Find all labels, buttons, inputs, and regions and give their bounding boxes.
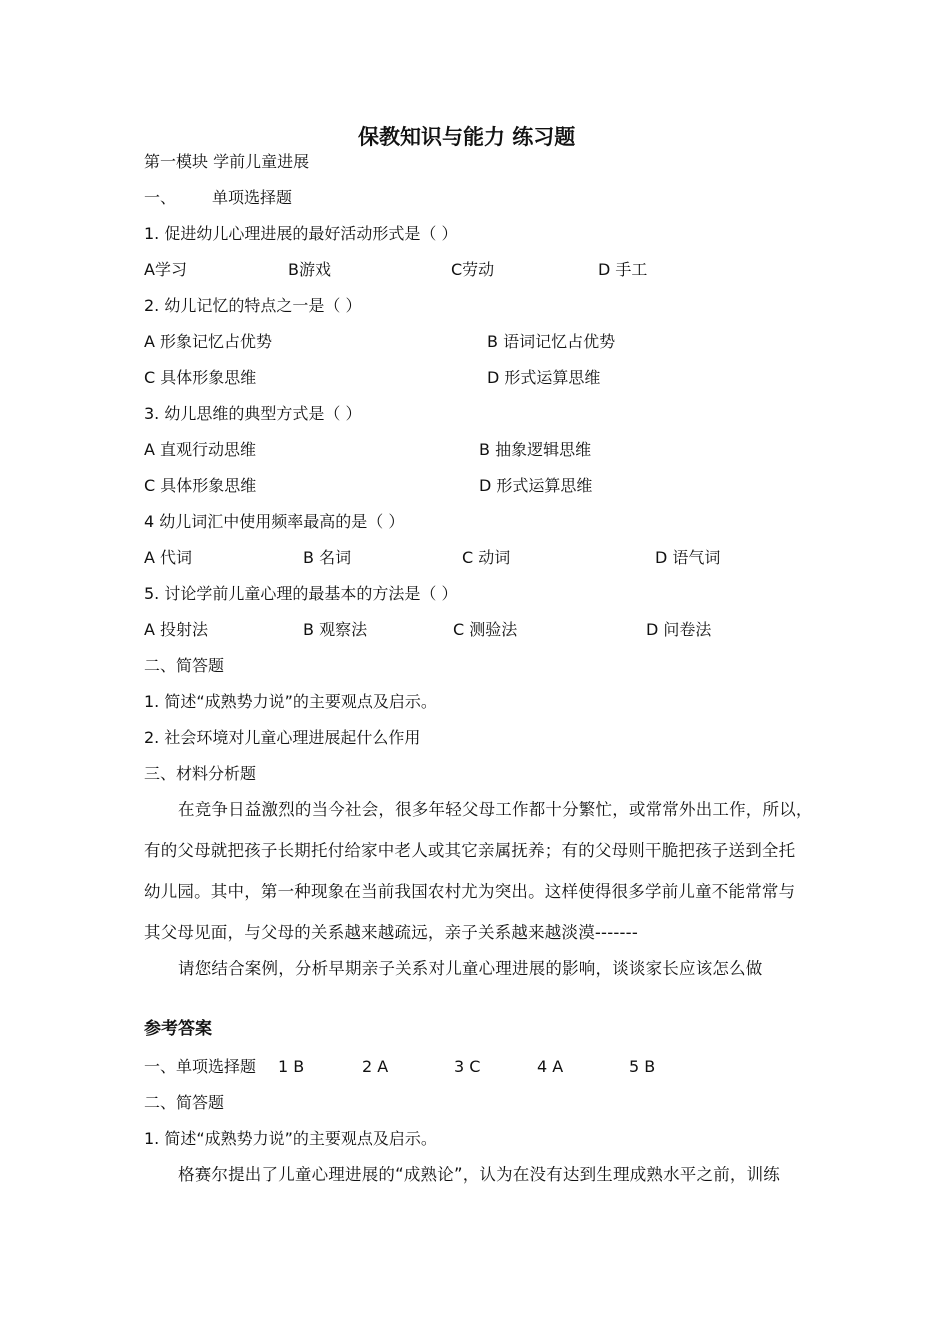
- question-2-option-d: D 形式运算思维: [487, 368, 601, 387]
- question-4-stem: 4 幼儿词汇中使用频率最高的是（ ）: [144, 512, 405, 531]
- short-answer-2: 2. 社会环境对儿童心理进展起什么作用: [144, 728, 421, 747]
- question-3-option-b: B 抽象逻辑思维: [479, 440, 592, 459]
- answer-item: 5 B: [629, 1057, 656, 1076]
- question-1-option-a: A学习: [144, 260, 187, 279]
- answers-section-2-label: 二、简答题: [144, 1093, 225, 1112]
- answer-item: 3 C: [454, 1057, 481, 1076]
- question-3-option-a: A 直观行动思维: [144, 440, 257, 459]
- question-1-stem: 1. 促进幼儿心理进展的最好活动形式是（ ）: [144, 224, 458, 243]
- question-3-option-c: C 具体形象思维: [144, 476, 257, 495]
- question-2-option-c: C 具体形象思维: [144, 368, 257, 387]
- short-answer-1: 1. 简述“成熟势力说”的主要观点及启示。: [144, 692, 437, 711]
- answer-item: 1 B: [278, 1057, 305, 1076]
- question-2-option-b: B 语词记忆占优势: [487, 332, 616, 351]
- answers-short-answer-1-text: 格赛尔提出了儿童心理进展的“成熟论”，认为在没有达到生理成熟水平之前，训练: [178, 1165, 780, 1184]
- answers-heading: 参考答案: [144, 1019, 212, 1039]
- material-line: 幼儿园。其中，第一种现象在当前我国农村尤为突出。这样使得很多学前儿童不能常常与: [144, 882, 796, 901]
- answers-short-answer-1: 1. 简述“成熟势力说”的主要观点及启示。: [144, 1129, 437, 1148]
- question-5-option-b: B 观察法: [303, 620, 368, 639]
- section-1-title: 单项选择题: [212, 188, 293, 207]
- section-2-title: 二、简答题: [144, 656, 225, 675]
- question-3-stem: 3. 幼儿思维的典型方式是（ ）: [144, 404, 362, 423]
- question-5-option-a: A 投射法: [144, 620, 209, 639]
- answer-item: 2 A: [362, 1057, 389, 1076]
- question-5-stem: 5. 讨论学前儿童心理的最基本的方法是（ ）: [144, 584, 458, 603]
- question-1-option-b: B游戏: [288, 260, 331, 279]
- module-heading: 第一模块 学前儿童进展: [144, 152, 310, 171]
- material-prompt: 请您结合案例，分析早期亲子关系对儿童心理进展的影响，谈谈家长应该怎么做: [178, 959, 763, 978]
- question-1-option-d: D 手工: [598, 260, 648, 279]
- question-4-option-d: D 语气词: [655, 548, 721, 567]
- question-4-option-a: A 代词: [144, 548, 193, 567]
- question-2-stem: 2. 幼儿记忆的特点之一是（ ）: [144, 296, 362, 315]
- question-5-option-c: C 测验法: [453, 620, 518, 639]
- material-line: 在竞争日益激烈的当今社会，很多年轻父母工作都十分繁忙，或常常外出工作，所以，: [178, 800, 813, 819]
- question-3-option-d: D 形式运算思维: [479, 476, 593, 495]
- question-4-option-b: B 名词: [303, 548, 352, 567]
- section-1-number: 一、: [144, 188, 177, 207]
- answer-item: 4 A: [537, 1057, 564, 1076]
- question-4-option-c: C 动词: [462, 548, 511, 567]
- question-5-option-d: D 问卷法: [646, 620, 712, 639]
- material-line: 有的父母就把孩子长期托付给家中老人或其它亲属抚养；有的父母则干脆把孩子送到全托: [144, 841, 796, 860]
- answers-section-1-label: 一、单项选择题: [144, 1057, 257, 1076]
- question-2-option-a: A 形象记忆占优势: [144, 332, 273, 351]
- page-title: 保教知识与能力 练习题: [358, 125, 576, 149]
- section-3-title: 三、材料分析题: [144, 764, 257, 783]
- material-line: 其父母见面，与父母的关系越来越疏远，亲子关系越来越淡漠-------: [144, 923, 638, 942]
- question-1-option-c: C劳动: [451, 260, 495, 279]
